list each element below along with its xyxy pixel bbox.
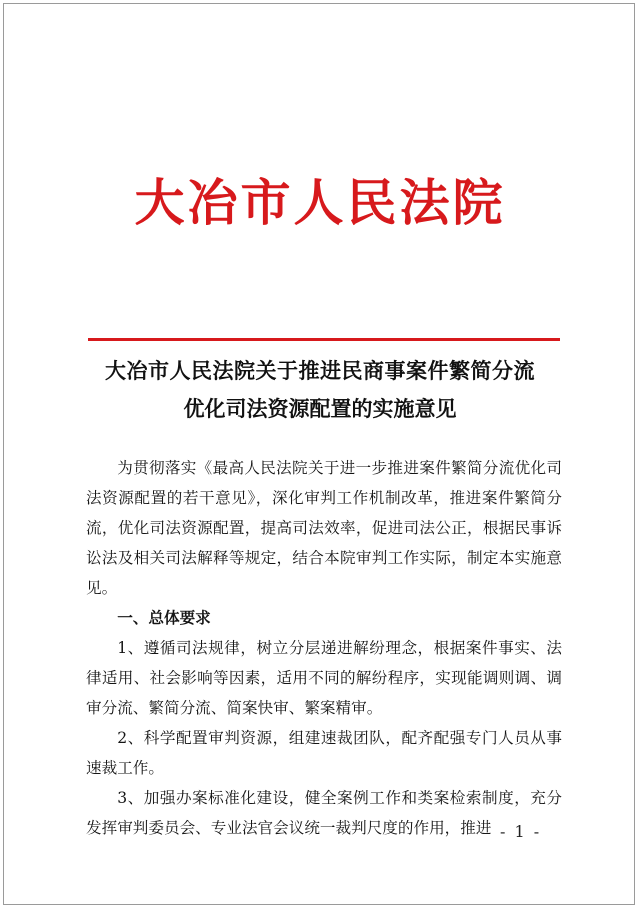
list-item-3: 3、加强办案标准化建设，健全案例工作和类案检索制度，充分发挥审判委员会、专业法官会议统一裁判尺度的作用，推进 [86, 789, 562, 837]
red-divider-line [88, 338, 560, 341]
document-title-line-1: 大冶市人民法院关于推进民商事案件繁简分流 [105, 358, 535, 383]
page-number: - 1 - [500, 822, 542, 841]
document-body [86, 453, 562, 843]
list-item-1: 1、遵循司法规律，树立分层递进解纷理念，根据案件事实、法律适用、社会影响等因素，适用不同的解纷程序，实现能调则调、调审分流、繁简分流、简案快审、繁案精审。 [86, 639, 562, 717]
section-heading-general-requirements: 一、总体要求 [117, 608, 211, 627]
list-item-2: 2、科学配置审判资源，组建速裁团队，配齐配强专门人员从事速裁工作。 [86, 729, 562, 777]
intro-paragraph: 为贯彻落实《最高人民法院关于进一步推进案件繁简分流优化司法资源配置的若干意见》，深化审判工作机制改革，推进案件繁简分流，优化司法资源配置，提高司法效率，促进司法公正，根据民事诉讼法及相关司法解释等规定，结合本院审判工作实际，制定本实施意见。 [86, 459, 562, 597]
org-header: 大冶市人民法院 [134, 173, 506, 232]
document-title-line-2: 优化司法资源配置的实施意见 [183, 396, 457, 421]
